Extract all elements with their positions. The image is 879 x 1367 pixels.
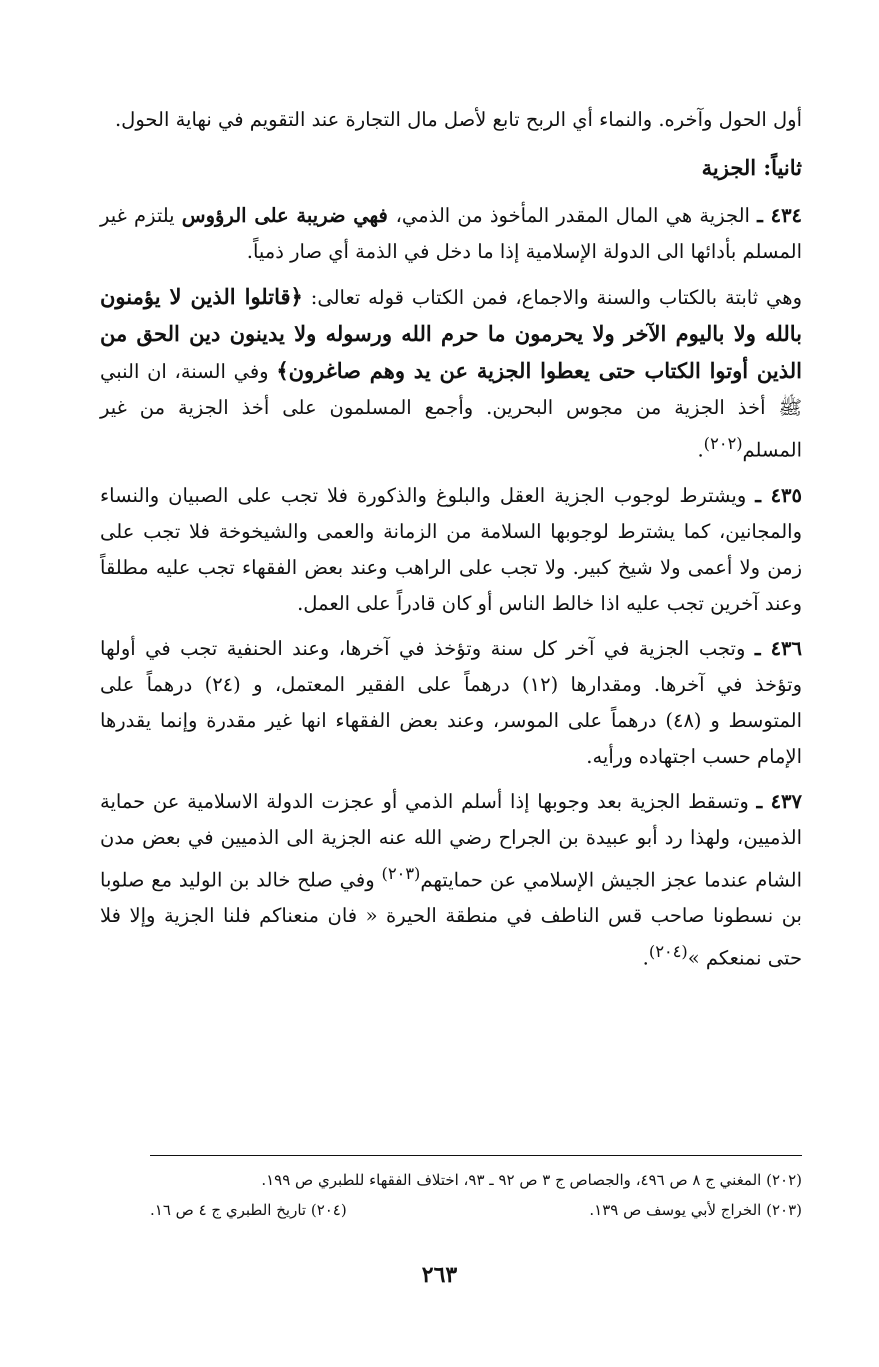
footnote-ref[interactable]: (٢٠٢) [703, 434, 743, 453]
paragraph-435 [100, 478, 802, 622]
paragraph-text: ويشترط لوجوب الجزية العقل والبلوغ والذكورة فلا تجب على الصبيان والنساء والمجانين، كما يشترط لوجوبها السلامة من الزمانة والعمى والشيخوخة فلا تجب على زمن ولا أعمى ولا شيخ كبير. ولا تجب على الراهب وعند بعض الفقهاء تجب عليه مطلقاً وعند آخرين تجب عليه اذا خالط الناس أو كان قادراً على العمل. [100, 483, 802, 615]
paragraph-text: وتسقط الجزية بعد وجوبها إذا أسلم الذمي أو عجزت الدولة الاسلامية عن حماية الذميين، ولهذا رد أبو عبيدة بن الجراح رضي الله عنه الجزية الى الذميين في بعض مدن الشام عندما عجز الجيش الإسلامي عن حمايتهم [100, 789, 803, 891]
paragraph-text: الجزية هي المال المقدر المأخوذ من الذمي، [395, 204, 758, 227]
paragraph-number: ٤٣٧ ـ [756, 789, 802, 813]
paragraph-number: ٤٣٤ ـ [757, 204, 803, 227]
paragraph-436 [100, 631, 802, 775]
footnote-row [150, 1195, 802, 1225]
paragraph-text: وفي السنة، ان النبي ﷺ أخذ الجزية من مجوس البحرين. وأجمع المسلمون على أخذ الجزية من غير المسلم [100, 360, 802, 462]
footnote-ref[interactable]: (٢٠٤) [648, 942, 688, 961]
paragraph-text: . [642, 946, 649, 970]
paragraph-437 [100, 784, 802, 977]
page-body [100, 102, 802, 986]
page-number: ٢٦٣ [421, 1262, 458, 1288]
paragraph-emphasis: فهي ضريبة على الرؤوس [181, 204, 396, 227]
footnote-204: (٢٠٤) تاريخ الطبري ج ٤ ص ١٦. [150, 1201, 347, 1219]
footnote-separator [150, 1155, 802, 1156]
paragraph-text: أول الحول وآخره. والنماء أي الربح تابع لأصل مال التجارة عند التقويم في نهاية الحول. [114, 108, 802, 131]
footnote-row [150, 1165, 802, 1195]
paragraph-text: . [697, 438, 704, 462]
paragraph-text: وفي صلح خالد بن الوليد مع صلوبا بن نسطونا صاحب قس الناطف في منطقة الحيرة « فان منعناكم فلنا الجزية وإلا فلا حتى نمنعكم » [100, 868, 802, 970]
paragraph-434-evidence [100, 279, 802, 469]
quran-quote: ﴿قاتلوا الذين لا يؤمنون بالله ولا باليوم الآخر ولا يحرمون ما حرم الله ورسوله ولا يدينون دين الحق من الذين أوتوا الكتاب حتى يعطوا الجزية عن يد وهم صاغرون﴾ [100, 284, 802, 383]
footnote-203: (٢٠٣) الخراج لأبي يوسف ص ١٣٩. [589, 1201, 802, 1219]
paragraph-text: يلتزم غير المسلم بأدائها الى الدولة الإسلامية إذا ما دخل في الذمة أي صار ذمياً. [100, 204, 802, 263]
paragraph-434 [100, 198, 802, 270]
paragraph-text: وتجب الجزية في آخر كل سنة وتؤخذ في آخرها، وعند الحنفية تجب في أولها وتؤخذ في آخرها. ومقدارها (١٢) درهماً على الفقير المعتمل، و (٢٤) درهماً على المتوسط و (٤٨) درهماً على الموسر، وعند بعض الفقهاء انها غير مقدرة وإنما يقدرها الإمام حسب اجتهاده ورأيه. [100, 636, 802, 768]
footnotes [150, 1165, 802, 1225]
footnote-ref[interactable]: (٢٠٣) [381, 863, 421, 883]
paragraph-number: ٤٣٦ ـ [754, 636, 802, 660]
paragraph-continuation [100, 102, 802, 138]
section-heading: ثانياً: الجزية [701, 155, 802, 180]
footnote-202: (٢٠٢) المغني ج ٨ ص ٤٩٦، والجصاص ج ٣ ص ٩٢ ـ ٩٣، اختلاف الفقهاء للطبري ص ١٩٩. [261, 1171, 802, 1189]
paragraph-number: ٤٣٥ ـ [755, 483, 802, 507]
paragraph-text: وهي ثابتة بالكتاب والسنة والاجماع، فمن الكتاب قوله تعالى: [302, 286, 802, 309]
